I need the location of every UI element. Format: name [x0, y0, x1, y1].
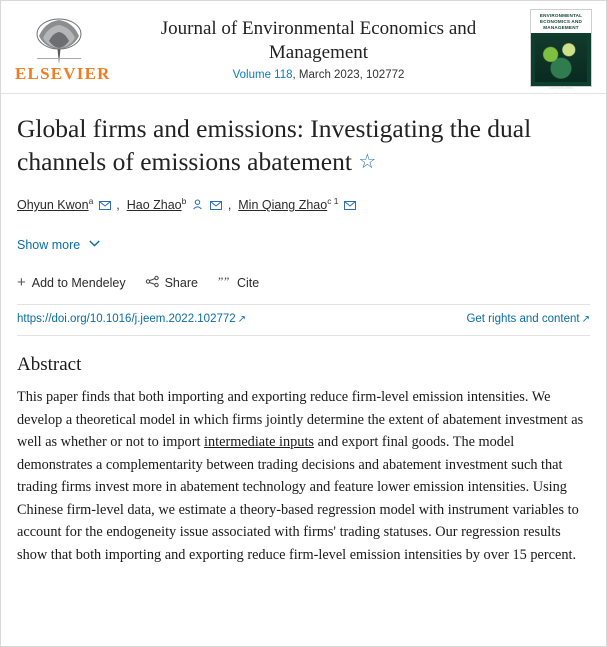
- rights-text: Get rights and content: [466, 313, 580, 326]
- author-separator: ,: [227, 198, 235, 213]
- journal-cover-thumbnail[interactable]: [530, 9, 592, 90]
- author-affiliation-marker: b: [181, 196, 187, 206]
- author-name[interactable]: Min Qiang Zhao: [238, 198, 328, 213]
- author-entry: [238, 198, 358, 212]
- abstract-inline-link[interactable]: intermediate inputs: [204, 434, 314, 451]
- add-to-mendeley-label: Add to Mendeley: [31, 276, 126, 291]
- cover-title-line2: ECONOMICS AND: [540, 19, 582, 24]
- author-name[interactable]: Ohyun Kwon: [17, 198, 89, 213]
- author-separator: ,: [116, 198, 124, 213]
- abstract-part-1: This paper finds that both importing and exporting reduce firm-level emission intensities. We develop a theoretical model in which firms jointly determine the extent of abatement investment as well as whether or not to import: [17, 389, 584, 451]
- cover-footer: ScienceDirect: [548, 85, 574, 90]
- abstract-text: [17, 386, 590, 566]
- author-affiliation-marker: a: [88, 196, 94, 206]
- svg-text:”: ”: [223, 274, 230, 289]
- email-icon[interactable]: [210, 196, 222, 216]
- email-icon[interactable]: [344, 196, 356, 216]
- email-icon[interactable]: [99, 196, 111, 216]
- cover-title-line3: MANAGEMENT: [543, 25, 579, 30]
- external-link-icon: ↗: [581, 314, 590, 326]
- author-entry: [17, 198, 116, 212]
- journal-header: [1, 1, 606, 94]
- chevron-down-icon: [89, 236, 100, 250]
- cite-button[interactable]: [218, 276, 259, 290]
- external-link-icon: ↗: [237, 314, 247, 326]
- show-more-button[interactable]: [17, 236, 100, 252]
- issue-info: , March 2023, 102772: [292, 69, 405, 81]
- rights-and-content-link[interactable]: [466, 313, 590, 325]
- share-button[interactable]: [146, 276, 198, 290]
- journal-issue-line: [113, 69, 524, 81]
- add-to-mendeley-button[interactable]: [17, 276, 126, 290]
- quote-icon: [218, 276, 231, 290]
- publisher-name: ELSEVIER: [15, 64, 111, 83]
- abstract-part-2: and export final goods. The model demonstrates a complementarity between trading decisions and abatement investment such that trading firms invest more in abatement technology and feature lower emission intensities. Using Chinese firm-level data, we estimate a theory-based regression model with instrument variables to account for the endogeneity issue associated with firms' trading statuses. Our regression results show that both importing and exporting reduce firm-level emission intensities by over 15 percent.: [17, 434, 579, 563]
- share-icon: [146, 276, 159, 290]
- svg-text:”: ”: [217, 274, 224, 289]
- doi-text: https://doi.org/10.1016/j.jeem.2022.102772: [17, 313, 236, 326]
- doi-link[interactable]: [17, 313, 246, 325]
- author-affiliation-marker: c 1: [327, 196, 339, 206]
- author-list: [17, 191, 590, 216]
- author-entry: [127, 198, 228, 212]
- share-label: Share: [164, 276, 198, 291]
- elsevier-logo[interactable]: [15, 12, 111, 84]
- doi-row: [17, 304, 590, 336]
- abstract-heading: Abstract: [17, 354, 82, 376]
- journal-title[interactable]: Journal of Environmental Economics and Management: [160, 18, 477, 63]
- person-icon[interactable]: [192, 196, 203, 216]
- cover-artwork: [535, 36, 587, 82]
- author-name[interactable]: Hao Zhao: [126, 198, 182, 213]
- volume-link[interactable]: Volume 118: [232, 69, 293, 81]
- cite-label: Cite: [236, 276, 260, 291]
- journal-title-block: [107, 15, 530, 81]
- cover-title-line1: ENVIRONMENTAL: [539, 13, 583, 18]
- plus-icon: +: [17, 274, 26, 292]
- article-actions: [17, 276, 590, 290]
- elsevier-tree-icon: [25, 14, 97, 66]
- show-more-label: Show more: [17, 238, 81, 253]
- article-title-text: Global firms and emissions: Investigating the dual channels of emissions abatement: [17, 114, 532, 176]
- cover-title: [531, 10, 591, 33]
- page-title: [17, 112, 590, 179]
- article-body: [1, 94, 606, 566]
- star-outline-icon[interactable]: ☆: [358, 151, 377, 173]
